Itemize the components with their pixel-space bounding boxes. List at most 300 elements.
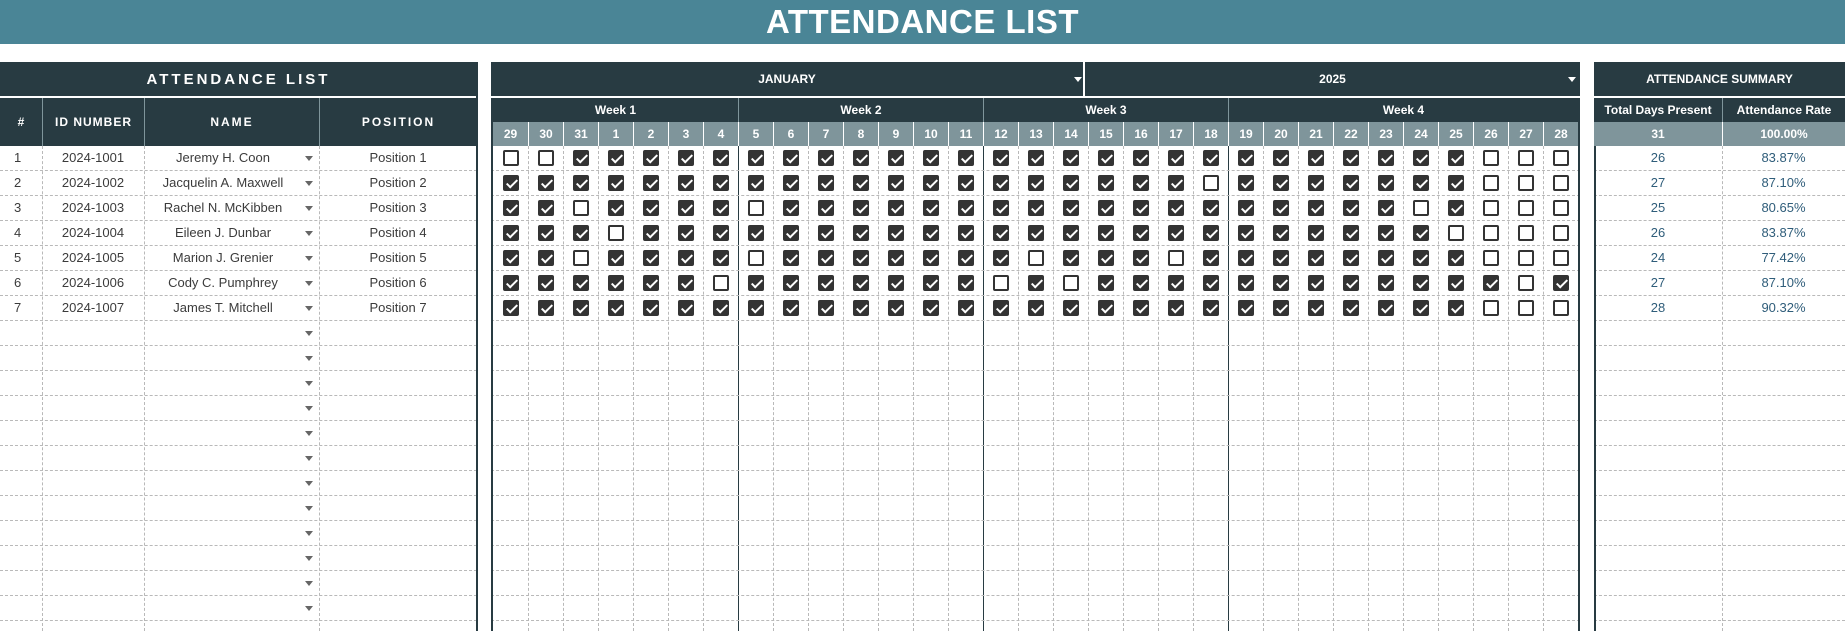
checkbox-checked[interactable] [1553, 275, 1569, 291]
checkbox-checked[interactable] [1483, 275, 1499, 291]
checkbox-unchecked[interactable] [1553, 175, 1569, 191]
checkbox-checked[interactable] [1238, 225, 1254, 241]
checkbox-unchecked[interactable] [1518, 250, 1534, 266]
checkbox-checked[interactable] [853, 175, 869, 191]
checkbox-checked[interactable] [1063, 300, 1079, 316]
checkbox-checked[interactable] [888, 150, 904, 166]
checkbox-checked[interactable] [888, 225, 904, 241]
table-row [0, 546, 477, 571]
checkbox-unchecked[interactable] [503, 150, 519, 166]
checkbox-checked[interactable] [1168, 150, 1184, 166]
chevron-down-icon[interactable] [305, 606, 313, 611]
checkbox-checked[interactable] [573, 300, 589, 316]
checkbox-checked[interactable] [503, 175, 519, 191]
checkbox-checked[interactable] [888, 300, 904, 316]
day-header: 2 [633, 122, 668, 146]
checkbox-checked[interactable] [573, 225, 589, 241]
checkbox-checked[interactable] [1028, 300, 1044, 316]
chevron-down-icon[interactable] [305, 381, 313, 386]
summary-panel-title: ATTENDANCE SUMMARY [1646, 72, 1793, 86]
checkbox-checked[interactable] [1343, 300, 1359, 316]
checkbox-checked[interactable] [1413, 275, 1429, 291]
checkbox-checked[interactable] [1308, 150, 1324, 166]
checkbox-checked[interactable] [503, 200, 519, 216]
checkbox-checked[interactable] [1098, 200, 1114, 216]
checkbox-checked[interactable] [783, 300, 799, 316]
summary-row [1594, 446, 1845, 471]
checkbox-unchecked[interactable] [1518, 175, 1534, 191]
checkbox-unchecked[interactable] [1553, 200, 1569, 216]
checkbox-checked[interactable] [1308, 250, 1324, 266]
checkbox-checked[interactable] [958, 150, 974, 166]
checkbox-checked[interactable] [713, 150, 729, 166]
checkbox-unchecked[interactable] [748, 250, 764, 266]
checkbox-checked[interactable] [1448, 175, 1464, 191]
checkbox-checked[interactable] [993, 225, 1009, 241]
page-title: ATTENDANCE LIST [765, 3, 1080, 40]
checkbox-checked[interactable] [818, 300, 834, 316]
checkbox-checked[interactable] [643, 150, 659, 166]
checkbox-checked[interactable] [1273, 225, 1289, 241]
checkbox-checked[interactable] [1133, 175, 1149, 191]
table-row [0, 196, 477, 221]
day-header: 3 [668, 122, 703, 146]
checkbox-checked[interactable] [573, 175, 589, 191]
checkbox-checked[interactable] [1378, 275, 1394, 291]
checkbox-checked[interactable] [643, 225, 659, 241]
id-number: 2024-1002 [61, 175, 125, 190]
checkbox-checked[interactable] [853, 300, 869, 316]
checkbox-checked[interactable] [643, 200, 659, 216]
days-present: 27 [1650, 275, 1666, 290]
checkbox-checked[interactable] [1028, 275, 1044, 291]
checkbox-checked[interactable] [923, 275, 939, 291]
employee-table-body [0, 146, 477, 631]
attendance-row [491, 396, 1580, 421]
checkbox-checked[interactable] [1448, 300, 1464, 316]
table-row [0, 421, 477, 446]
checkbox-checked[interactable] [853, 225, 869, 241]
chevron-down-icon[interactable] [305, 356, 313, 361]
checkbox-checked[interactable] [1413, 225, 1429, 241]
checkbox-checked[interactable] [818, 275, 834, 291]
checkbox-unchecked[interactable] [1448, 225, 1464, 241]
checkbox-checked[interactable] [1098, 225, 1114, 241]
checkbox-checked[interactable] [1203, 300, 1219, 316]
checkbox-checked[interactable] [538, 225, 554, 241]
checkbox-unchecked[interactable] [1413, 200, 1429, 216]
checkbox-checked[interactable] [888, 250, 904, 266]
checkbox-unchecked[interactable] [1518, 275, 1534, 291]
year-select[interactable] [1085, 62, 1580, 96]
checkbox-checked[interactable] [1098, 300, 1114, 316]
checkbox-checked[interactable] [538, 275, 554, 291]
days-present: 27 [1650, 175, 1666, 190]
checkbox-checked[interactable] [1343, 175, 1359, 191]
checkbox-checked[interactable] [923, 150, 939, 166]
checkbox-unchecked[interactable] [608, 225, 624, 241]
checkbox-checked[interactable] [1168, 225, 1184, 241]
checkbox-checked[interactable] [1413, 150, 1429, 166]
checkbox-checked[interactable] [783, 250, 799, 266]
checkbox-checked[interactable] [1273, 250, 1289, 266]
checkbox-checked[interactable] [1273, 175, 1289, 191]
checkbox-checked[interactable] [1308, 275, 1324, 291]
checkbox-checked[interactable] [1448, 250, 1464, 266]
checkbox-unchecked[interactable] [993, 275, 1009, 291]
checkbox-checked[interactable] [538, 250, 554, 266]
checkbox-checked[interactable] [503, 225, 519, 241]
checkbox-checked[interactable] [1098, 250, 1114, 266]
employee-position: Position 5 [369, 250, 427, 265]
checkbox-checked[interactable] [993, 200, 1009, 216]
checkbox-checked[interactable] [643, 300, 659, 316]
checkbox-checked[interactable] [1343, 150, 1359, 166]
checkbox-checked[interactable] [1203, 150, 1219, 166]
chevron-down-icon[interactable] [305, 306, 313, 311]
checkbox-checked[interactable] [958, 250, 974, 266]
day-header: 12 [983, 122, 1018, 146]
checkbox-checked[interactable] [678, 225, 694, 241]
checkbox-checked[interactable] [608, 175, 624, 191]
week-header: Week 4 [1228, 98, 1578, 122]
checkbox-checked[interactable] [1413, 175, 1429, 191]
chevron-down-icon[interactable] [305, 456, 313, 461]
checkbox-checked[interactable] [1028, 225, 1044, 241]
checkbox-checked[interactable] [643, 175, 659, 191]
checkbox-checked[interactable] [888, 200, 904, 216]
chevron-down-icon[interactable] [305, 256, 313, 261]
checkbox-unchecked[interactable] [538, 150, 554, 166]
chevron-down-icon[interactable] [305, 556, 313, 561]
checkbox-checked[interactable] [958, 300, 974, 316]
checkbox-checked[interactable] [1308, 200, 1324, 216]
checkbox-checked[interactable] [1028, 175, 1044, 191]
checkbox-unchecked[interactable] [1063, 275, 1079, 291]
checkbox-checked[interactable] [958, 200, 974, 216]
checkbox-checked[interactable] [853, 275, 869, 291]
employee-name[interactable]: Eileen J. Dunbar [174, 225, 272, 240]
day-header: 19 [1228, 122, 1263, 146]
checkbox-checked[interactable] [1378, 200, 1394, 216]
checkbox-checked[interactable] [713, 250, 729, 266]
checkbox-unchecked[interactable] [1518, 150, 1534, 166]
day-header: 20 [1263, 122, 1298, 146]
day-header: 27 [1508, 122, 1543, 146]
summary-panel-left-border [1594, 146, 1596, 631]
chevron-down-icon[interactable] [305, 531, 313, 536]
summary-row [1594, 346, 1845, 371]
checkbox-checked[interactable] [643, 275, 659, 291]
attendance-rate: 87.10% [1761, 175, 1806, 190]
id-number: 2024-1007 [61, 300, 125, 315]
checkbox-checked[interactable] [923, 175, 939, 191]
checkbox-checked[interactable] [1063, 150, 1079, 166]
checkbox-checked[interactable] [1098, 275, 1114, 291]
checkbox-checked[interactable] [1063, 200, 1079, 216]
checkbox-checked[interactable] [853, 150, 869, 166]
checkbox-checked[interactable] [1133, 300, 1149, 316]
checkbox-checked[interactable] [678, 175, 694, 191]
col-header-number: # [0, 98, 42, 146]
checkbox-checked[interactable] [1343, 200, 1359, 216]
checkbox-unchecked[interactable] [1168, 250, 1184, 266]
chevron-down-icon[interactable] [305, 406, 313, 411]
chevron-down-icon[interactable] [305, 181, 313, 186]
checkbox-checked[interactable] [1448, 150, 1464, 166]
checkbox-checked[interactable] [923, 300, 939, 316]
checkbox-unchecked[interactable] [1483, 175, 1499, 191]
checkbox-checked[interactable] [1203, 225, 1219, 241]
checkbox-checked[interactable] [503, 300, 519, 316]
checkbox-checked[interactable] [1413, 300, 1429, 316]
checkbox-checked[interactable] [713, 175, 729, 191]
checkbox-checked[interactable] [853, 200, 869, 216]
checkbox-checked[interactable] [1238, 150, 1254, 166]
checkbox-checked[interactable] [923, 200, 939, 216]
checkbox-checked[interactable] [818, 225, 834, 241]
checkbox-checked[interactable] [608, 150, 624, 166]
checkbox-checked[interactable] [1343, 225, 1359, 241]
summary-row [1594, 221, 1845, 246]
checkbox-checked[interactable] [1378, 150, 1394, 166]
checkbox-checked[interactable] [1133, 150, 1149, 166]
chevron-down-icon[interactable] [305, 506, 313, 511]
checkbox-checked[interactable] [1168, 275, 1184, 291]
checkbox-checked[interactable] [538, 200, 554, 216]
checkbox-checked[interactable] [1203, 275, 1219, 291]
checkbox-unchecked[interactable] [1553, 250, 1569, 266]
checkbox-unchecked[interactable] [1483, 250, 1499, 266]
day-header: 21 [1298, 122, 1333, 146]
summary-row [1594, 296, 1845, 321]
checkbox-checked[interactable] [783, 150, 799, 166]
chevron-down-icon[interactable] [1568, 77, 1576, 82]
table-row [0, 496, 477, 521]
checkbox-unchecked[interactable] [713, 275, 729, 291]
chevron-down-icon[interactable] [305, 431, 313, 436]
checkbox-checked[interactable] [783, 200, 799, 216]
checkbox-checked[interactable] [1168, 175, 1184, 191]
checkbox-unchecked[interactable] [1203, 175, 1219, 191]
summary-table-body [1594, 146, 1845, 631]
checkbox-checked[interactable] [1238, 300, 1254, 316]
chevron-down-icon[interactable] [305, 281, 313, 286]
checkbox-checked[interactable] [1308, 300, 1324, 316]
checkbox-unchecked[interactable] [1483, 200, 1499, 216]
checkbox-checked[interactable] [993, 150, 1009, 166]
id-number: 2024-1005 [61, 250, 125, 265]
checkbox-checked[interactable] [678, 150, 694, 166]
attendance-row [491, 271, 1580, 296]
checkbox-checked[interactable] [1308, 225, 1324, 241]
checkbox-checked[interactable] [923, 250, 939, 266]
checkbox-checked[interactable] [783, 175, 799, 191]
checkbox-checked[interactable] [713, 200, 729, 216]
days-present: 26 [1650, 150, 1666, 165]
employee-name[interactable]: Rachel N. McKibben [163, 200, 283, 215]
employee-name[interactable]: James T. Mitchell [173, 300, 273, 315]
checkbox-checked[interactable] [503, 275, 519, 291]
checkbox-checked[interactable] [958, 175, 974, 191]
checkbox-checked[interactable] [783, 225, 799, 241]
checkbox-checked[interactable] [1203, 200, 1219, 216]
checkbox-checked[interactable] [1063, 250, 1079, 266]
checkbox-checked[interactable] [748, 225, 764, 241]
checkbox-checked[interactable] [1378, 250, 1394, 266]
month-select[interactable] [491, 62, 1083, 96]
checkbox-checked[interactable] [678, 275, 694, 291]
checkbox-checked[interactable] [993, 175, 1009, 191]
checkbox-checked[interactable] [538, 175, 554, 191]
checkbox-checked[interactable] [748, 150, 764, 166]
checkbox-checked[interactable] [818, 150, 834, 166]
checkbox-checked[interactable] [608, 250, 624, 266]
checkbox-checked[interactable] [748, 175, 764, 191]
day-header: 17 [1158, 122, 1193, 146]
checkbox-checked[interactable] [818, 200, 834, 216]
checkbox-checked[interactable] [1238, 250, 1254, 266]
checkbox-checked[interactable] [1308, 175, 1324, 191]
checkbox-unchecked[interactable] [1553, 225, 1569, 241]
table-row [0, 446, 477, 471]
checkbox-unchecked[interactable] [1553, 150, 1569, 166]
checkbox-unchecked[interactable] [573, 250, 589, 266]
chevron-down-icon[interactable] [305, 206, 313, 211]
checkbox-checked[interactable] [643, 250, 659, 266]
employee-name[interactable]: Cody C. Pumphrey [168, 275, 278, 290]
checkbox-checked[interactable] [713, 225, 729, 241]
checkbox-checked[interactable] [1273, 275, 1289, 291]
checkbox-checked[interactable] [1378, 300, 1394, 316]
row-number: 1 [14, 150, 22, 165]
table-row [0, 246, 477, 271]
checkbox-checked[interactable] [503, 250, 519, 266]
checkbox-checked[interactable] [1203, 250, 1219, 266]
checkbox-checked[interactable] [678, 300, 694, 316]
table-row [0, 346, 477, 371]
chevron-down-icon[interactable] [305, 481, 313, 486]
checkbox-checked[interactable] [1133, 275, 1149, 291]
employee-name[interactable]: Marion J. Grenier [172, 250, 274, 265]
checkbox-checked[interactable] [748, 300, 764, 316]
checkbox-checked[interactable] [608, 275, 624, 291]
checkbox-checked[interactable] [1028, 200, 1044, 216]
checkbox-checked[interactable] [1448, 200, 1464, 216]
employee-name[interactable]: Jeremy H. Coon [176, 150, 270, 165]
checkbox-checked[interactable] [1098, 150, 1114, 166]
checkbox-checked[interactable] [1168, 300, 1184, 316]
checkbox-checked[interactable] [993, 300, 1009, 316]
checkbox-checked[interactable] [958, 225, 974, 241]
checkbox-unchecked[interactable] [1518, 200, 1534, 216]
checkbox-checked[interactable] [573, 275, 589, 291]
checkbox-unchecked[interactable] [1518, 225, 1534, 241]
checkbox-checked[interactable] [923, 225, 939, 241]
checkbox-checked[interactable] [853, 250, 869, 266]
checkbox-unchecked[interactable] [573, 200, 589, 216]
checkbox-checked[interactable] [888, 275, 904, 291]
checkbox-checked[interactable] [1273, 150, 1289, 166]
checkbox-checked[interactable] [713, 300, 729, 316]
checkbox-unchecked[interactable] [1483, 225, 1499, 241]
checkbox-checked[interactable] [678, 200, 694, 216]
checkbox-unchecked[interactable] [1553, 300, 1569, 316]
checkbox-checked[interactable] [1238, 275, 1254, 291]
chevron-down-icon[interactable] [305, 331, 313, 336]
checkbox-checked[interactable] [958, 275, 974, 291]
day-header: 31 [563, 122, 598, 146]
checkbox-checked[interactable] [1133, 250, 1149, 266]
checkbox-unchecked[interactable] [1028, 250, 1044, 266]
week-header: Week 3 [983, 98, 1228, 122]
day-header: 5 [738, 122, 773, 146]
checkbox-checked[interactable] [1063, 225, 1079, 241]
chevron-down-icon[interactable] [305, 581, 313, 586]
checkbox-unchecked[interactable] [1483, 150, 1499, 166]
employee-position: Position 3 [369, 200, 427, 215]
checkbox-checked[interactable] [783, 275, 799, 291]
checkbox-checked[interactable] [608, 300, 624, 316]
checkbox-checked[interactable] [1273, 200, 1289, 216]
checkbox-checked[interactable] [1133, 225, 1149, 241]
checkbox-unchecked[interactable] [1518, 300, 1534, 316]
checkbox-checked[interactable] [1343, 250, 1359, 266]
checkbox-checked[interactable] [538, 300, 554, 316]
checkbox-checked[interactable] [748, 275, 764, 291]
checkbox-checked[interactable] [1238, 200, 1254, 216]
attendance-row [491, 371, 1580, 396]
employee-position: Position 7 [369, 300, 427, 315]
employee-panel-right-border [476, 62, 478, 631]
employee-name[interactable]: Jacquelin A. Maxwell [162, 175, 284, 190]
checkbox-checked[interactable] [678, 250, 694, 266]
checkbox-checked[interactable] [1413, 250, 1429, 266]
employee-position: Position 2 [369, 175, 427, 190]
table-row [0, 596, 477, 621]
checkbox-checked[interactable] [993, 250, 1009, 266]
col-header-attendance-rate: Attendance Rate [1722, 98, 1845, 122]
calendar-panel-right-border [1578, 146, 1580, 631]
checkbox-checked[interactable] [1098, 175, 1114, 191]
checkbox-checked[interactable] [1133, 200, 1149, 216]
checkbox-checked[interactable] [608, 200, 624, 216]
checkbox-checked[interactable] [1378, 225, 1394, 241]
chevron-down-icon[interactable] [305, 156, 313, 161]
id-number: 2024-1004 [61, 225, 125, 240]
checkbox-checked[interactable] [1378, 175, 1394, 191]
checkbox-unchecked[interactable] [748, 200, 764, 216]
checkbox-checked[interactable] [1343, 275, 1359, 291]
checkbox-checked[interactable] [573, 150, 589, 166]
summary-total-days: 31 [1594, 122, 1722, 146]
checkbox-checked[interactable] [818, 175, 834, 191]
checkbox-checked[interactable] [1448, 275, 1464, 291]
checkbox-checked[interactable] [888, 175, 904, 191]
chevron-down-icon[interactable] [305, 231, 313, 236]
checkbox-unchecked[interactable] [1483, 300, 1499, 316]
attendance-row [491, 296, 1580, 321]
checkbox-checked[interactable] [1273, 300, 1289, 316]
checkbox-checked[interactable] [818, 250, 834, 266]
day-header: 13 [1018, 122, 1053, 146]
checkbox-checked[interactable] [1063, 175, 1079, 191]
checkbox-checked[interactable] [1168, 200, 1184, 216]
attendance-grid [491, 146, 1580, 631]
chevron-down-icon[interactable] [1074, 77, 1082, 82]
checkbox-checked[interactable] [1238, 175, 1254, 191]
checkbox-checked[interactable] [1028, 150, 1044, 166]
